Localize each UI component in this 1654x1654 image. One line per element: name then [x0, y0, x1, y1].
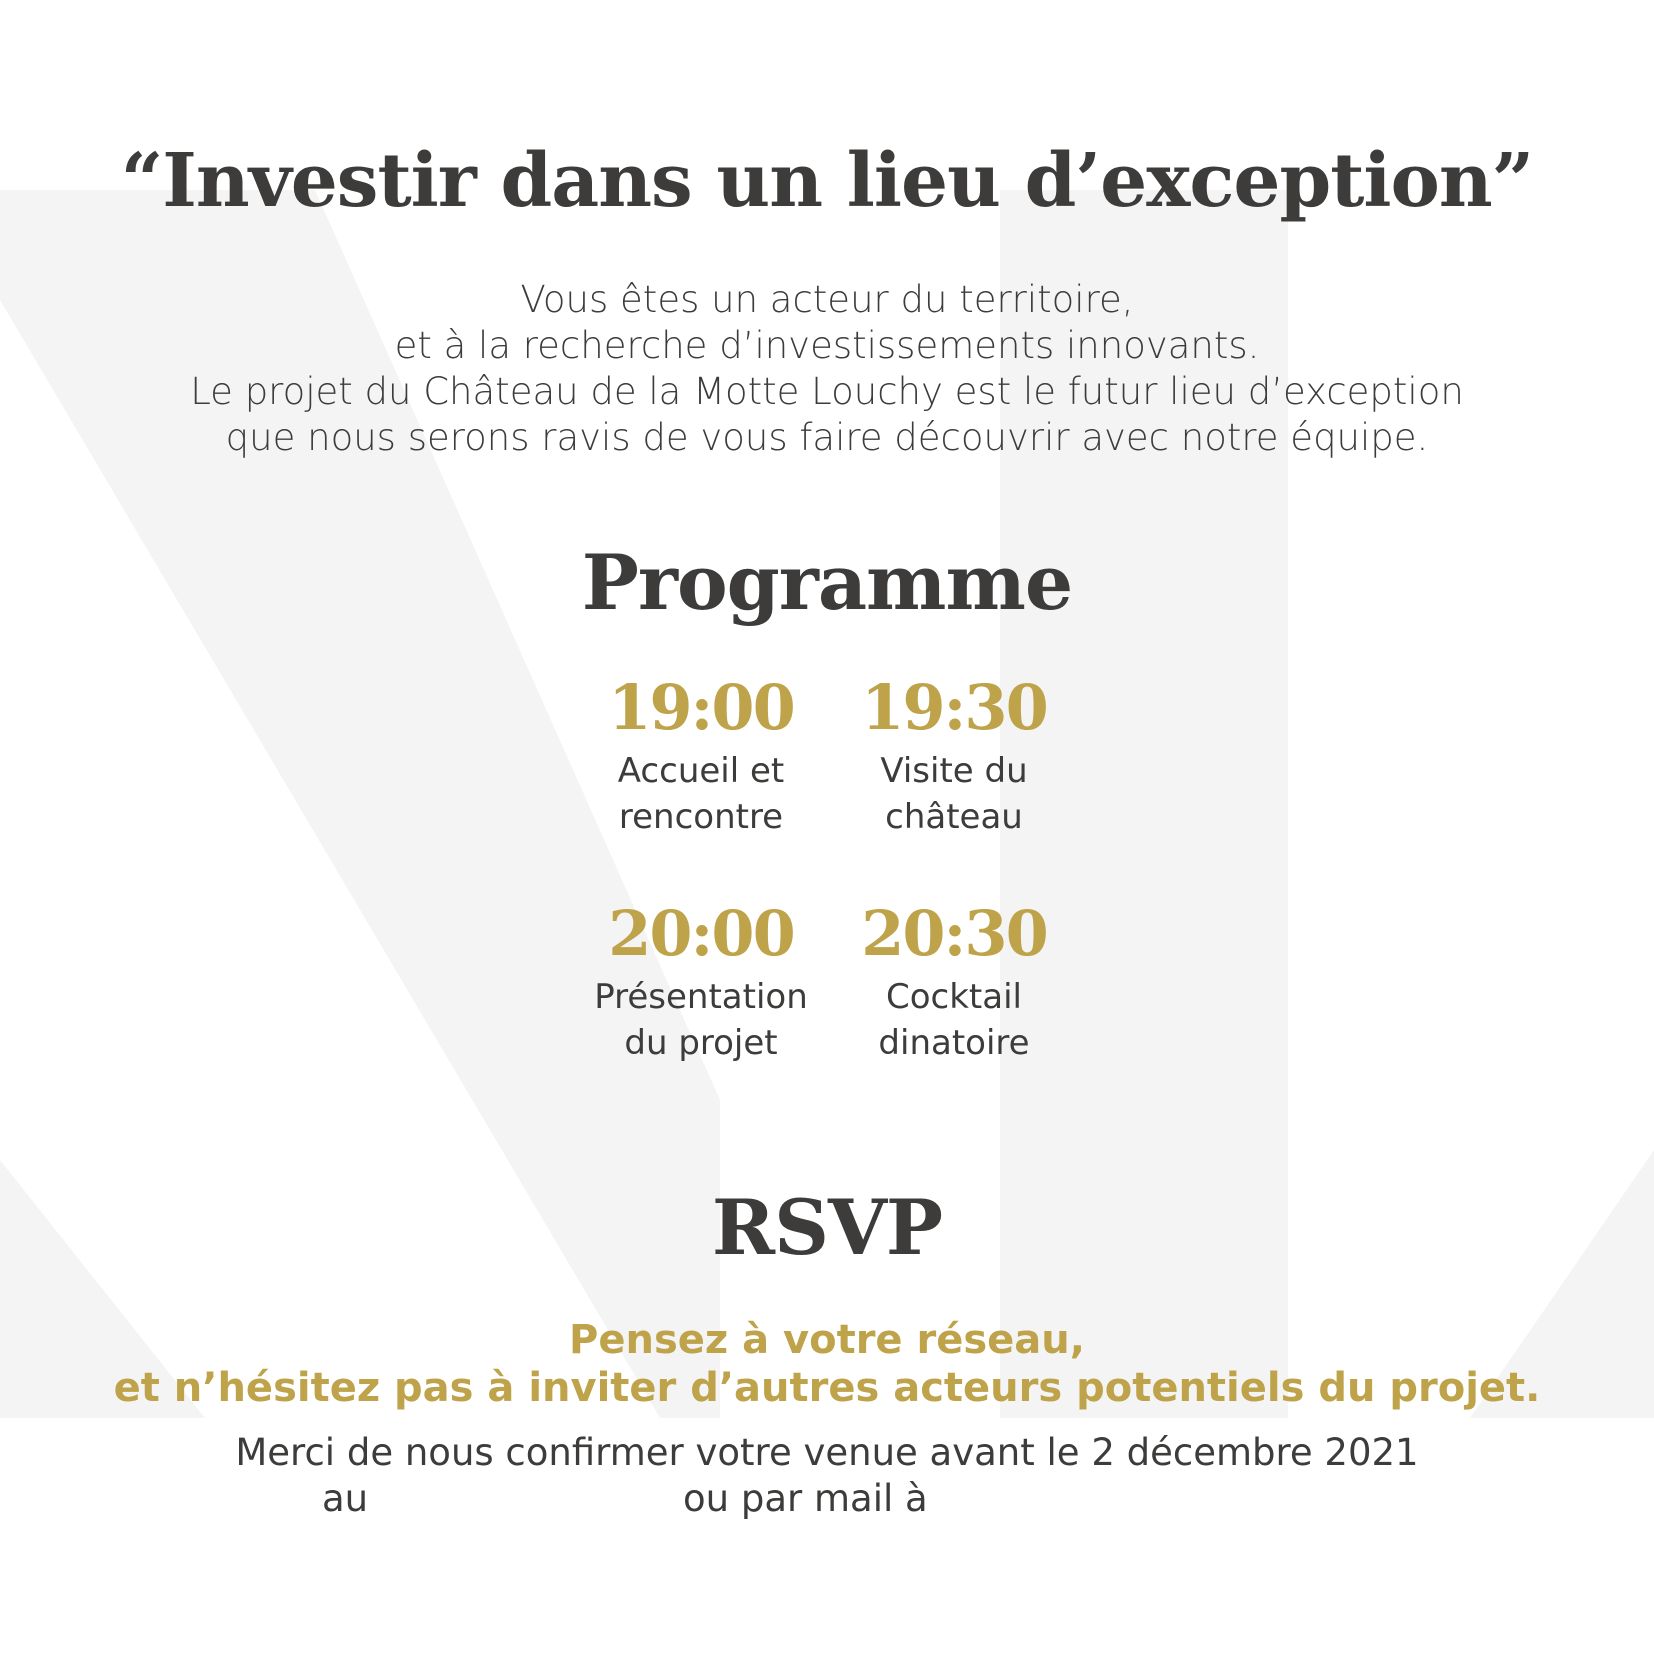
programme-item [571, 898, 831, 1066]
programme-label-line: Visite du [880, 751, 1028, 791]
programme-label [824, 748, 1084, 840]
intro-line: Vous êtes un acteur du territoire, [520, 278, 1134, 321]
page-title: “Investir dans un lieu d’exception” [120, 138, 1534, 224]
mail-prefix: ou par mail à [683, 1477, 928, 1520]
programme-label [571, 974, 831, 1066]
programme-label-line: Accueil et [617, 751, 785, 791]
programme-label [824, 974, 1084, 1066]
programme-time: 19:30 [861, 671, 1047, 744]
programme-time: 20:00 [608, 897, 794, 970]
phone-prefix: au [322, 1477, 369, 1520]
programme-heading: Programme [581, 538, 1073, 627]
programme-label-line: Cocktail [886, 977, 1022, 1017]
programme-item [571, 672, 831, 840]
rsvp-heading: RSVP [711, 1183, 943, 1272]
intro-line: Le projet du Château de la Motte Louchy est le futur lieu d’exception [190, 370, 1464, 413]
network-invitation-text [0, 1316, 1654, 1412]
programme-label-line: château [885, 797, 1023, 837]
programme-time: 20:30 [861, 897, 1047, 970]
programme-item [824, 672, 1084, 840]
intro-line: que nous serons ravis de vous faire découvrir avec notre équipe. [225, 416, 1429, 459]
programme-label [571, 748, 831, 840]
programme-item [824, 898, 1084, 1066]
intro-paragraph [0, 277, 1654, 461]
programme-label-line: du projet [624, 1023, 778, 1063]
programme-label-line: Présentation [594, 977, 808, 1017]
programme-label-line: dinatoire [878, 1023, 1030, 1063]
confirmation-deadline-text: Merci de nous confirmer votre venue avant le 2 décembre 2021 [235, 1431, 1419, 1474]
programme-time: 19:00 [608, 671, 794, 744]
programme-label-line: rencontre [618, 797, 784, 837]
network-line: Pensez à votre réseau, [569, 1317, 1085, 1363]
network-line: et n’hésitez pas à inviter d’autres acteurs potentiels du projet. [113, 1365, 1541, 1411]
intro-line: et à la recherche d’investissements innovants. [394, 324, 1260, 367]
